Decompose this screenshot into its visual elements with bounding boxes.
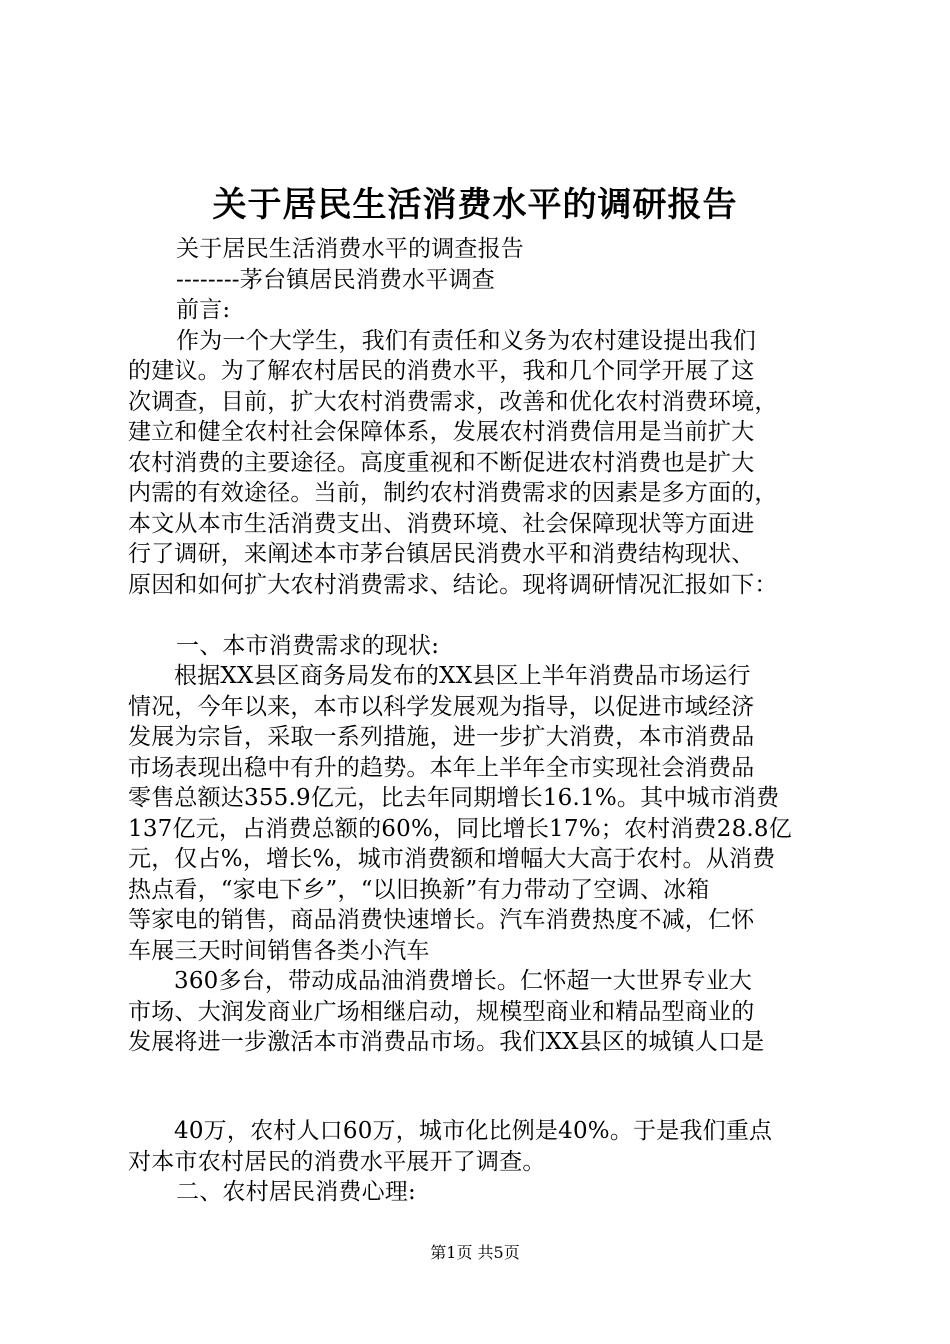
section1-paragraph: [128, 661, 828, 966]
paragraph-line: 发展将进一步激活本市消费品市场。我们XX县区的城镇人口是: [128, 1029, 765, 1055]
preface-paragraph: [128, 326, 828, 601]
paragraph-line: 情况，今年以来，本市以科学发展观为指导，以促进市域经济: [128, 693, 755, 720]
page-footer: 第1页 共5页: [430, 1243, 520, 1262]
preface-label: 前言:: [176, 297, 231, 323]
document-title: 关于居民生活消费水平的调研报告: [212, 185, 738, 225]
section1-tail: [128, 1116, 828, 1177]
paragraph-gap: [128, 1058, 828, 1089]
section1-continuation: [128, 966, 828, 1058]
section1-heading: 一、本市消费需求的现状:: [176, 632, 440, 659]
paragraph-line: 作为一个大学生，我们有责任和义务为农村建设提出我们: [176, 327, 756, 354]
paragraph-line: 市场、大润发商业广场相继启动，规模型商业和精品型商业的: [128, 998, 755, 1025]
paragraph-line: 市场表现出稳中有升的趋势。本年上半年全市实现社会消费品: [128, 754, 755, 781]
document-body: [128, 234, 828, 1208]
paragraph-line: 零售总额达355.9亿元，比去年同期增长16.1%。其中城市消费: [128, 785, 780, 811]
paragraph-line: 车展三天时间销售各类小汽车: [128, 937, 430, 964]
paragraph-line: 热点看，“家电下乡”，“以旧换新”有力带动了空调、冰箱: [128, 876, 710, 903]
paragraph-line: 原因和如何扩大农村消费需求、结论。现将调研情况汇报如下：: [128, 571, 778, 598]
paragraph-line: 元，仅占%，增长%，城市消费额和增幅大大高于农村。从消费: [128, 846, 776, 872]
paragraph-line: 360多台，带动成品油消费增长。仁怀超一大世界专业大: [174, 968, 753, 994]
paragraph-line: 137亿元，占消费总额的60%，同比增长17%；农村消费28.8亿: [128, 815, 792, 842]
paragraph-line: 对本市农村居民的消费水平展开了调查。: [128, 1148, 546, 1175]
paragraph-line: 农村消费的主要途径。高度重视和不断促进农村消费也是扩大: [128, 449, 755, 476]
paragraph-line: 建立和健全农村社会保障体系，发展农村消费信用是当前扩大: [128, 419, 755, 445]
paragraph-line: 发展为宗旨，采取一系列措施，进一步扩大消费，本市消费品: [128, 724, 755, 750]
paragraph-line: 40万，农村人口60万，城市化比例是40%。于是我们重点: [174, 1118, 773, 1144]
paragraph-gap: [128, 600, 828, 631]
report-subtitle: 关于居民生活消费水平的调查报告: [176, 236, 524, 262]
paragraph-line: 次调查，目前，扩大农村消费需求，改善和优化农村消费环境，: [128, 388, 778, 415]
paragraph-gap: [128, 1088, 828, 1116]
paragraph-line: 等家电的销售，商品消费快速增长。汽车消费热度不减，仁怀: [128, 907, 755, 933]
report-subheading: --------茅台镇居民消费水平调查: [176, 266, 495, 293]
paragraph-line: 内需的有效途径。当前，制约农村消费需求的因素是多方面的，: [128, 480, 778, 506]
paragraph-line: 行了调研，来阐述本市茅台镇居民消费水平和消费结构现状、: [128, 541, 755, 567]
paragraph-line: 根据XX县区商务局发布的XX县区上半年消费品市场运行: [174, 663, 751, 689]
paragraph-line: 的建议。为了解农村居民的消费水平，我和几个同学开展了这: [128, 358, 755, 384]
section2-heading: 二、农村居民消费心理:: [176, 1179, 416, 1205]
paragraph-line: 本文从本市生活消费支出、消费环境、社会保障现状等方面进: [128, 510, 755, 537]
